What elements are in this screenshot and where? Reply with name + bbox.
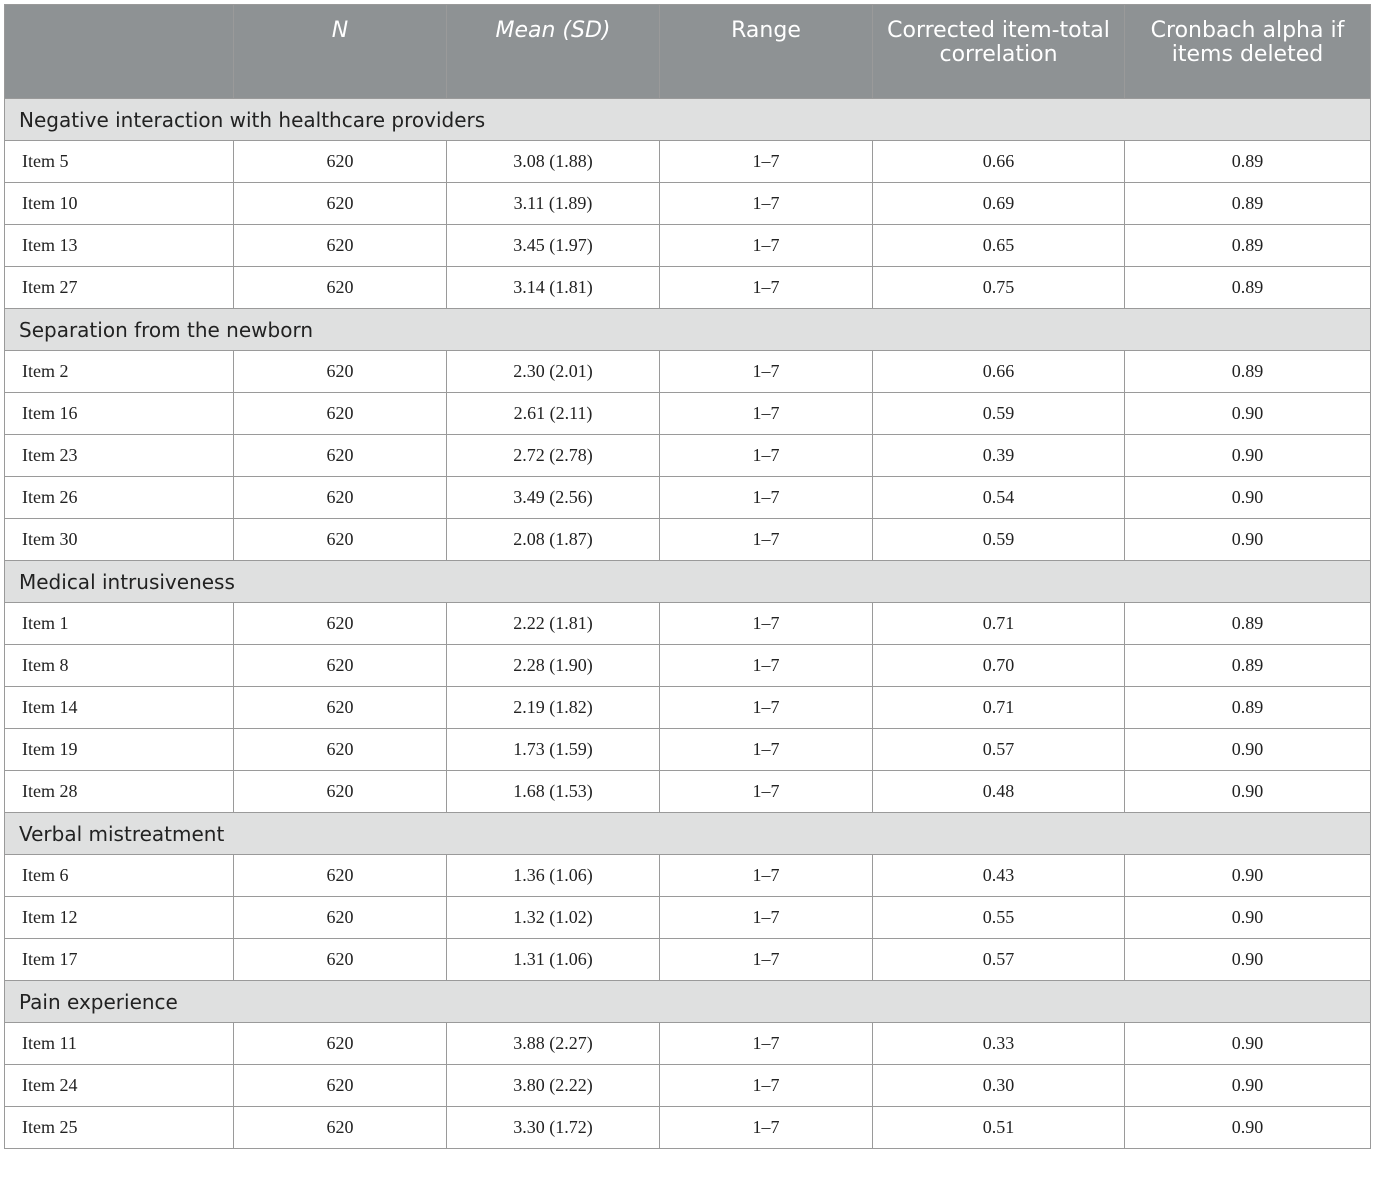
range-cell: 1–7 [660,267,873,309]
item-label: Item 5 [5,141,234,183]
mean-sd-cell: 2.30 (2.01) [447,351,660,393]
mean-sd-cell: 3.49 (2.56) [447,477,660,519]
alpha-cell: 0.90 [1125,393,1371,435]
alpha-cell: 0.90 [1125,855,1371,897]
range-cell: 1–7 [660,939,873,981]
alpha-cell: 0.90 [1125,477,1371,519]
n-cell: 620 [234,939,447,981]
n-cell: 620 [234,897,447,939]
n-cell: 620 [234,225,447,267]
mean-sd-cell: 2.08 (1.87) [447,519,660,561]
mean-sd-cell: 3.80 (2.22) [447,1065,660,1107]
correlation-cell: 0.39 [873,435,1125,477]
n-cell: 620 [234,687,447,729]
n-cell: 620 [234,351,447,393]
item-label: Item 24 [5,1065,234,1107]
correlation-cell: 0.54 [873,477,1125,519]
mean-sd-cell: 1.68 (1.53) [447,771,660,813]
table-row [5,225,1371,267]
item-label: Item 17 [5,939,234,981]
item-statistics-table [4,4,1371,1149]
mean-sd-cell: 3.45 (1.97) [447,225,660,267]
table-row [5,645,1371,687]
item-label: Item 6 [5,855,234,897]
alpha-cell: 0.90 [1125,435,1371,477]
correlation-cell: 0.70 [873,645,1125,687]
correlation-cell: 0.59 [873,393,1125,435]
table-row [5,141,1371,183]
range-cell: 1–7 [660,771,873,813]
mean-sd-cell: 1.31 (1.06) [447,939,660,981]
mean-sd-cell: 1.36 (1.06) [447,855,660,897]
table-row [5,729,1371,771]
group-row [5,813,1371,855]
range-cell: 1–7 [660,393,873,435]
table-row [5,351,1371,393]
group-row [5,309,1371,351]
n-cell: 620 [234,1023,447,1065]
item-label: Item 14 [5,687,234,729]
correlation-cell: 0.30 [873,1065,1125,1107]
mean-sd-cell: 2.72 (2.78) [447,435,660,477]
range-cell: 1–7 [660,729,873,771]
correlation-cell: 0.51 [873,1107,1125,1149]
range-cell: 1–7 [660,1023,873,1065]
item-label: Item 1 [5,603,234,645]
range-cell: 1–7 [660,519,873,561]
group-title: Verbal mistreatment [5,813,1371,855]
n-cell: 620 [234,183,447,225]
n-cell: 620 [234,645,447,687]
table-row [5,687,1371,729]
correlation-cell: 0.55 [873,897,1125,939]
n-cell: 620 [234,729,447,771]
group-title: Pain experience [5,981,1371,1023]
mean-sd-cell: 3.08 (1.88) [447,141,660,183]
range-cell: 1–7 [660,855,873,897]
item-label: Item 26 [5,477,234,519]
group-title: Negative interaction with healthcare providers [5,99,1371,141]
item-label: Item 2 [5,351,234,393]
table-row [5,855,1371,897]
range-cell: 1–7 [660,1107,873,1149]
range-cell: 1–7 [660,183,873,225]
correlation-cell: 0.33 [873,1023,1125,1065]
alpha-cell: 0.89 [1125,141,1371,183]
mean-sd-cell: 3.14 (1.81) [447,267,660,309]
item-label: Item 27 [5,267,234,309]
item-label: Item 8 [5,645,234,687]
mean-sd-cell: 3.88 (2.27) [447,1023,660,1065]
item-label: Item 25 [5,1107,234,1149]
table-row [5,477,1371,519]
range-cell: 1–7 [660,645,873,687]
header-row [5,5,1371,99]
range-cell: 1–7 [660,225,873,267]
table-row [5,393,1371,435]
alpha-cell: 0.90 [1125,939,1371,981]
item-label: Item 13 [5,225,234,267]
range-cell: 1–7 [660,477,873,519]
range-cell: 1–7 [660,435,873,477]
alpha-cell: 0.89 [1125,603,1371,645]
range-cell: 1–7 [660,1065,873,1107]
table-body [5,99,1371,1149]
alpha-cell: 0.89 [1125,351,1371,393]
n-cell: 620 [234,771,447,813]
alpha-cell: 0.90 [1125,1065,1371,1107]
correlation-cell: 0.43 [873,855,1125,897]
item-label: Item 23 [5,435,234,477]
correlation-cell: 0.65 [873,225,1125,267]
mean-sd-cell: 2.61 (2.11) [447,393,660,435]
correlation-cell: 0.57 [873,729,1125,771]
group-title: Separation from the newborn [5,309,1371,351]
alpha-cell: 0.89 [1125,645,1371,687]
table-row [5,267,1371,309]
alpha-cell: 0.89 [1125,687,1371,729]
item-label: Item 12 [5,897,234,939]
header-mean-sd: Mean (SD) [447,5,660,99]
header-cronbach-alpha: Cronbach alpha if items deleted [1125,5,1371,99]
correlation-cell: 0.66 [873,351,1125,393]
n-cell: 620 [234,603,447,645]
item-label: Item 16 [5,393,234,435]
mean-sd-cell: 3.30 (1.72) [447,1107,660,1149]
mean-sd-cell: 2.28 (1.90) [447,645,660,687]
item-label: Item 11 [5,1023,234,1065]
correlation-cell: 0.57 [873,939,1125,981]
mean-sd-cell: 1.73 (1.59) [447,729,660,771]
table-row [5,1065,1371,1107]
range-cell: 1–7 [660,687,873,729]
n-cell: 620 [234,393,447,435]
alpha-cell: 0.89 [1125,267,1371,309]
table-row [5,1023,1371,1065]
alpha-cell: 0.90 [1125,771,1371,813]
n-cell: 620 [234,1065,447,1107]
mean-sd-cell: 1.32 (1.02) [447,897,660,939]
alpha-cell: 0.90 [1125,519,1371,561]
table-row [5,897,1371,939]
mean-sd-cell: 2.19 (1.82) [447,687,660,729]
n-cell: 620 [234,141,447,183]
table-row [5,771,1371,813]
correlation-cell: 0.75 [873,267,1125,309]
header-corrected-item-total: Corrected item-total correlation [873,5,1125,99]
alpha-cell: 0.89 [1125,183,1371,225]
n-cell: 620 [234,519,447,561]
correlation-cell: 0.71 [873,603,1125,645]
group-title: Medical intrusiveness [5,561,1371,603]
item-label: Item 19 [5,729,234,771]
table-row [5,939,1371,981]
table-row [5,183,1371,225]
mean-sd-cell: 3.11 (1.89) [447,183,660,225]
header-range: Range [660,5,873,99]
alpha-cell: 0.90 [1125,1107,1371,1149]
mean-sd-cell: 2.22 (1.81) [447,603,660,645]
n-cell: 620 [234,1107,447,1149]
item-label: Item 30 [5,519,234,561]
table-row [5,1107,1371,1149]
table-row [5,603,1371,645]
range-cell: 1–7 [660,897,873,939]
alpha-cell: 0.90 [1125,1023,1371,1065]
range-cell: 1–7 [660,141,873,183]
n-cell: 620 [234,267,447,309]
alpha-cell: 0.89 [1125,225,1371,267]
group-row [5,99,1371,141]
correlation-cell: 0.59 [873,519,1125,561]
group-row [5,561,1371,603]
header-blank [5,5,234,99]
correlation-cell: 0.66 [873,141,1125,183]
group-row [5,981,1371,1023]
item-label: Item 28 [5,771,234,813]
correlation-cell: 0.69 [873,183,1125,225]
header-n: N [234,5,447,99]
correlation-cell: 0.48 [873,771,1125,813]
alpha-cell: 0.90 [1125,729,1371,771]
table-row [5,519,1371,561]
n-cell: 620 [234,855,447,897]
table-row [5,435,1371,477]
item-label: Item 10 [5,183,234,225]
range-cell: 1–7 [660,351,873,393]
correlation-cell: 0.71 [873,687,1125,729]
n-cell: 620 [234,477,447,519]
range-cell: 1–7 [660,603,873,645]
n-cell: 620 [234,435,447,477]
alpha-cell: 0.90 [1125,897,1371,939]
